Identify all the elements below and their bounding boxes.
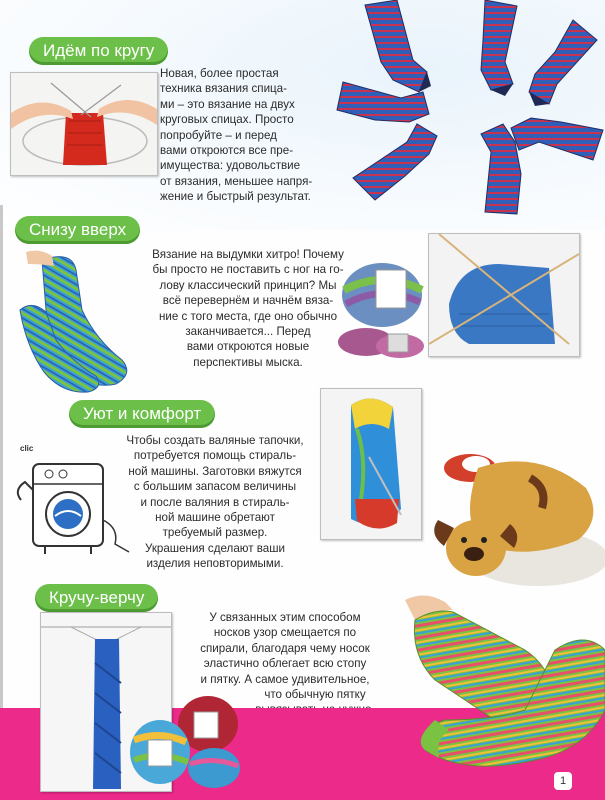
photo-yarn-balls: [128, 690, 240, 790]
text-line: лову классический принцип? Мы: [159, 278, 337, 292]
text-line: У связанных этим способом: [209, 611, 361, 624]
text-line: изделия неповторимыми.: [146, 557, 284, 571]
section-2-title: Снизу вверх: [15, 216, 140, 244]
section-4-title: Кручу-верчу: [35, 584, 158, 612]
text-line: и пятку. А самое удивительное,: [200, 672, 370, 686]
section-3-text: [90, 433, 340, 572]
text-line: ние с того места, где оно обычно: [158, 309, 338, 323]
text-line: ми – это вязание на двух: [160, 97, 295, 111]
text-line: Новая, более простая: [160, 67, 279, 80]
text-line: Чтобы создать валяные тапочки,: [126, 434, 304, 447]
photo-striped-socks-star: [335, 0, 605, 215]
photo-crochet-slipper: [320, 388, 422, 540]
text-line: всё перевернём и начнём вяза-: [162, 294, 334, 308]
text-line: вами откроются все пре-: [160, 144, 294, 158]
left-divider-line: [0, 205, 3, 710]
page-number: 1: [554, 772, 572, 790]
photo-felted-dog-slippers: [418, 438, 605, 588]
text-line: бы просто не поставить с ног на го-: [152, 263, 344, 277]
text-line: и после валяния в стираль-: [140, 495, 290, 509]
text-line: эластично облегает всю стопу: [203, 657, 367, 671]
text-line: что обычную пятку: [264, 688, 366, 702]
photo-circular-knitting: [10, 72, 158, 176]
text-line: имущества: удовольствие: [160, 159, 301, 173]
text-line: ной машине обретают: [155, 511, 275, 525]
text-line: от вязания, меньшее напря-: [160, 174, 313, 188]
cartoon-label: clic: [20, 444, 34, 453]
section-1-title: Идём по кругу: [29, 37, 168, 65]
section-3-title: Уют и комфорт: [69, 400, 215, 428]
text-line: носков узор смещается по: [213, 626, 357, 640]
text-line: техника вязания спица-: [160, 82, 287, 96]
text-line: потребуется помощь стираль-: [133, 449, 297, 463]
text-line: перспективы мыска.: [193, 355, 303, 369]
text-line: Вязание на выдумки хитро! Почему: [152, 248, 344, 261]
text-line: заканчивается... Перед: [185, 325, 311, 339]
text-line: вами откроются новые: [186, 340, 310, 354]
text-line: круговых спицах. Просто: [160, 113, 294, 127]
photo-spiral-socks-on-feet: [405, 590, 605, 780]
text-line: требуемый размер.: [162, 526, 268, 540]
text-line: спирали, благодаря чему носок: [200, 641, 370, 655]
text-line: жение и быстрый результат.: [160, 190, 311, 204]
text-line: Украшения сделают ваши: [144, 541, 285, 555]
text-line: попробуйте – и перед: [160, 128, 277, 142]
text-line: ной машины. Заготовки вяжутся: [128, 464, 302, 478]
section-1-text: [160, 66, 312, 205]
photo-yarn-skeins: [336, 250, 426, 360]
text-line: с большим запасом величины: [133, 480, 297, 494]
photo-toe-up-knitting: [428, 233, 580, 357]
